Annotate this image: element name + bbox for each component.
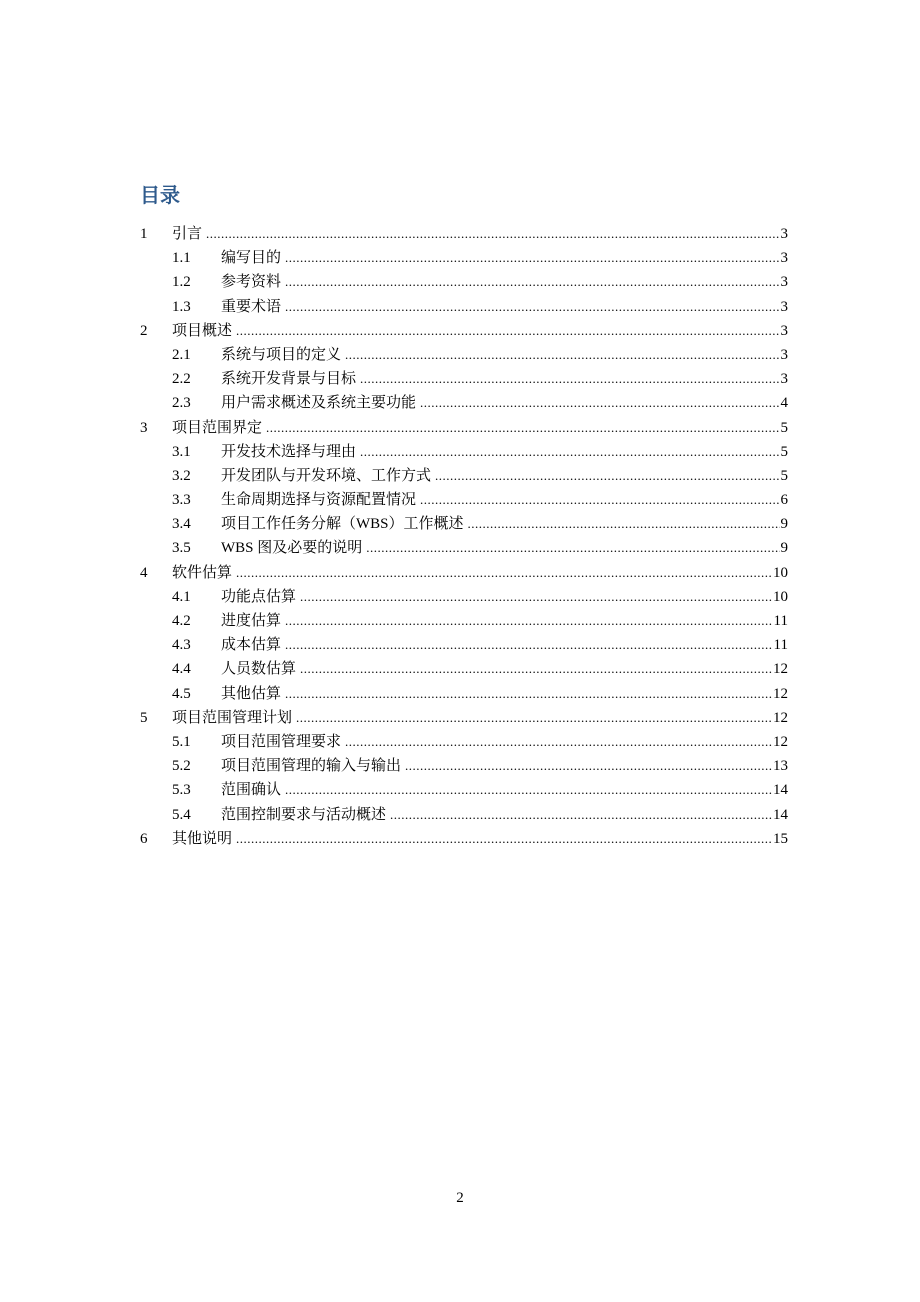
- toc-entry-label: 系统与项目的定义: [221, 346, 342, 363]
- toc-entry-page: 9: [780, 516, 788, 533]
- toc-entry-1-2[interactable]: [140, 270, 788, 294]
- toc-entry-page: 11: [773, 637, 788, 654]
- toc-leader-dots: [435, 464, 779, 488]
- toc-entry-page: 3: [780, 371, 788, 388]
- toc-entry-4-4[interactable]: [140, 657, 788, 681]
- toc-entry-label: 范围确认: [221, 782, 282, 799]
- toc-entry-label: 功能点估算: [221, 588, 297, 605]
- toc-entry-page: 12: [773, 733, 788, 750]
- toc-entry-3-4[interactable]: [140, 512, 788, 536]
- toc-entry-label: 用户需求概述及系统主要功能: [221, 395, 417, 412]
- toc-entry-number: 2.3: [172, 395, 191, 412]
- toc-entry-label: 生命周期选择与资源配置情况: [221, 492, 417, 509]
- toc-entry-number: 3.5: [172, 540, 191, 557]
- toc-leader-dots: [300, 657, 772, 681]
- toc-entry-label: 开发团队与开发环境、工作方式: [221, 467, 432, 484]
- toc-entry-number: 4: [140, 564, 148, 581]
- toc-entry-label: 系统开发背景与目标: [221, 371, 357, 388]
- toc-entry-5-3[interactable]: [140, 778, 788, 802]
- toc-leader-dots: [285, 295, 779, 319]
- toc-entry-1-1[interactable]: [140, 246, 788, 270]
- toc-entry-label: 项目范围管理计划: [172, 709, 293, 726]
- toc-entry-number: 2: [140, 322, 148, 339]
- toc-entry-number: 2.2: [172, 371, 191, 388]
- toc-entry-page: 5: [780, 419, 788, 436]
- toc-entry-1-3[interactable]: [140, 295, 788, 319]
- toc-entry-page: 14: [773, 782, 788, 799]
- toc-entry-label: 项目范围管理要求: [221, 733, 342, 750]
- toc-entry-label: 人员数估算: [221, 661, 297, 678]
- toc-entry-4-1[interactable]: [140, 585, 788, 609]
- toc-entry-number: 3.3: [172, 492, 191, 509]
- toc-entry-page: 12: [773, 709, 788, 726]
- toc-entry-number: 5: [140, 709, 148, 726]
- toc-entry-label: 编写目的: [221, 250, 282, 267]
- toc-entry-5-1[interactable]: [140, 730, 788, 754]
- toc-leader-dots: [360, 367, 779, 391]
- toc-leader-dots: [420, 488, 779, 512]
- toc-leader-dots: [468, 512, 780, 536]
- toc-entry-page: 12: [773, 661, 788, 678]
- toc-entry-label: 开发技术选择与理由: [221, 443, 357, 460]
- toc-entry-number: 5.1: [172, 733, 191, 750]
- toc-entry-label: 参考资料: [221, 274, 282, 291]
- toc-entry-2-3[interactable]: [140, 391, 788, 415]
- toc-entry-label: 成本估算: [221, 637, 282, 654]
- toc-entry-page: 3: [780, 346, 788, 363]
- toc-entry-page: 11: [773, 613, 788, 629]
- toc-entry-number: 4.4: [172, 661, 191, 678]
- toc-entry-3-5[interactable]: [140, 536, 788, 560]
- toc-leader-dots: [285, 778, 772, 802]
- toc-entry-3-2[interactable]: [140, 464, 788, 488]
- toc-leader-dots: [266, 416, 779, 440]
- toc-entry-page: 3: [780, 322, 788, 339]
- toc-entry-label: 其他估算: [221, 685, 282, 702]
- toc-entry-label: 项目概述: [172, 322, 233, 339]
- toc-entry-page: 3: [780, 250, 788, 267]
- toc-entry-label: 引言: [172, 226, 203, 242]
- toc-list: [140, 222, 788, 851]
- toc-entry-2-1[interactable]: [140, 343, 788, 367]
- page-number: 2: [456, 1190, 464, 1206]
- toc-leader-dots: [206, 222, 779, 246]
- toc-entry-number: 5.2: [172, 758, 191, 775]
- toc-entry-3-3[interactable]: [140, 488, 788, 512]
- toc-entry-number: 1: [140, 226, 148, 242]
- toc-entry-3[interactable]: [140, 416, 788, 440]
- toc-entry-number: 1.2: [172, 274, 191, 291]
- toc-entry-page: 15: [773, 830, 788, 847]
- toc-entry-label: 项目范围界定: [172, 419, 263, 436]
- toc-entry-number: 5.4: [172, 806, 191, 823]
- toc-entry-label: 项目工作任务分解（WBS）工作概述: [221, 516, 464, 533]
- toc-leader-dots: [366, 536, 779, 560]
- toc-entry-page: 13: [773, 758, 788, 775]
- toc-entry-4[interactable]: [140, 561, 788, 585]
- toc-leader-dots: [236, 319, 779, 343]
- toc-entry-page: 3: [780, 298, 788, 315]
- toc-entry-page: 9: [780, 540, 788, 557]
- toc-entry-3-1[interactable]: [140, 440, 788, 464]
- toc-entry-label: 进度估算: [221, 613, 282, 629]
- toc-entry-number: 3.1: [172, 443, 191, 460]
- toc-entry-number: 1.1: [172, 250, 191, 267]
- toc-entry-number: 5.3: [172, 782, 191, 799]
- toc-entry-label: 范围控制要求与活动概述: [221, 806, 387, 823]
- toc-entry-1[interactable]: [140, 222, 788, 246]
- toc-entry-page: 5: [780, 467, 788, 484]
- toc-leader-dots: [360, 440, 779, 464]
- toc-entry-page: 14: [773, 806, 788, 823]
- toc-entry-2[interactable]: [140, 319, 788, 343]
- toc-entry-page: 5: [780, 443, 788, 460]
- toc-entry-2-2[interactable]: [140, 367, 788, 391]
- toc-leader-dots: [345, 730, 772, 754]
- toc-entry-4-3[interactable]: [140, 633, 788, 657]
- toc-entry-5-4[interactable]: [140, 803, 788, 827]
- toc-entry-number: 3.4: [172, 516, 191, 533]
- toc-entry-page: 4: [780, 395, 788, 412]
- toc-entry-page: 6: [780, 492, 788, 509]
- toc-entry-5-2[interactable]: [140, 754, 788, 778]
- toc-entry-4-5[interactable]: [140, 682, 788, 706]
- toc-entry-number: 1.3: [172, 298, 191, 315]
- toc-entry-label: 重要术语: [221, 298, 282, 315]
- toc-entry-number: 4.3: [172, 637, 191, 654]
- toc-leader-dots: [296, 706, 772, 730]
- toc-entry-label: 软件估算: [172, 564, 233, 581]
- toc-entry-number: 2.1: [172, 346, 191, 363]
- toc-title: 目录: [140, 183, 180, 207]
- toc-entry-label: WBS 图及必要的说明: [221, 540, 363, 557]
- toc-entry-page: 3: [780, 226, 788, 242]
- toc-entry-4-2[interactable]: [140, 609, 788, 633]
- toc-entry-page: 3: [780, 274, 788, 291]
- toc-leader-dots: [285, 682, 772, 706]
- toc-leader-dots: [285, 633, 773, 657]
- toc-entry-number: 6: [140, 830, 148, 847]
- toc-entry-number: 4.5: [172, 685, 191, 702]
- toc-entry-number: 3.2: [172, 467, 191, 484]
- toc-entry-label: 其他说明: [172, 830, 233, 847]
- toc-leader-dots: [300, 585, 772, 609]
- toc-leader-dots: [285, 609, 773, 633]
- toc-leader-dots: [405, 754, 772, 778]
- toc-entry-number: 4.1: [172, 588, 191, 605]
- toc-leader-dots: [420, 391, 779, 415]
- toc-leader-dots: [285, 246, 779, 270]
- toc-leader-dots: [236, 827, 772, 851]
- toc-entry-6[interactable]: [140, 827, 788, 851]
- toc-entry-page: 10: [773, 588, 788, 605]
- toc-entry-page: 10: [773, 564, 788, 581]
- toc-entry-number: 4.2: [172, 613, 191, 629]
- toc-entry-number: 3: [140, 419, 148, 436]
- toc-entry-5[interactable]: [140, 706, 788, 730]
- toc-entry-label: 项目范围管理的输入与输出: [221, 758, 402, 775]
- toc-leader-dots: [236, 561, 772, 585]
- toc-entry-page: 12: [773, 685, 788, 702]
- toc-leader-dots: [285, 270, 779, 294]
- toc-leader-dots: [345, 343, 779, 367]
- toc-leader-dots: [390, 803, 772, 827]
